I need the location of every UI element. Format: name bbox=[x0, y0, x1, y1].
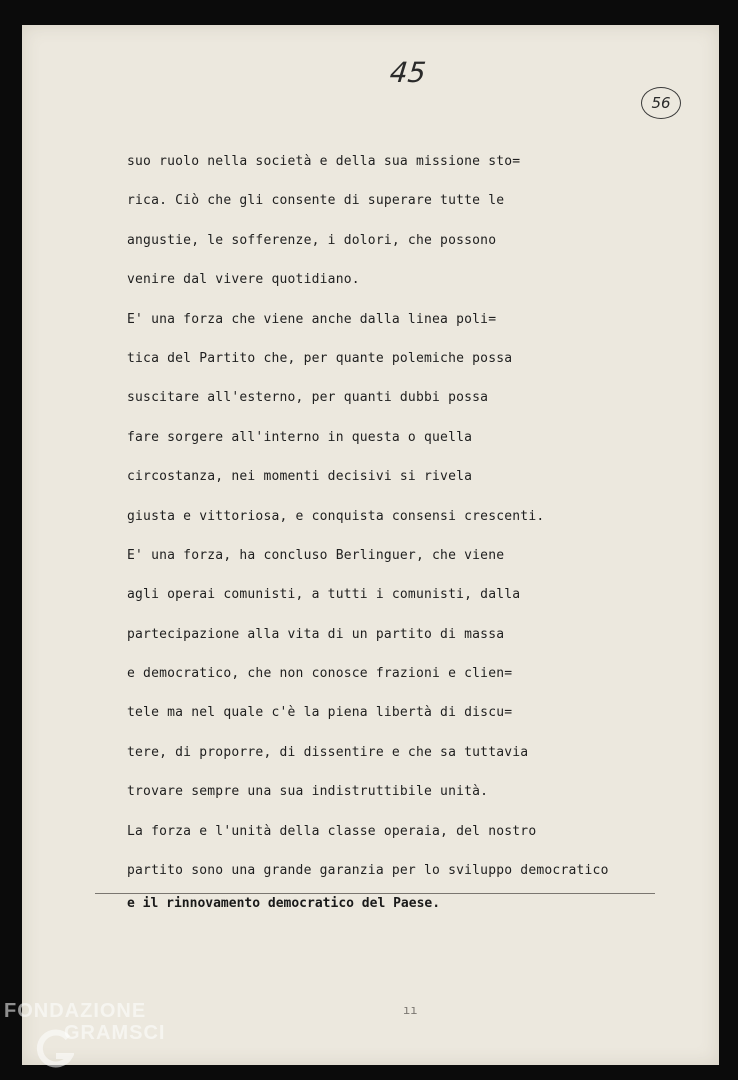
handwritten-page-number: 45 bbox=[388, 56, 428, 89]
text-line: partecipazione alla vita di un partito di massa bbox=[127, 626, 505, 642]
bottom-mark: ıı bbox=[403, 1003, 418, 1017]
text-line: circostanza, nei momenti decisivi si rivela bbox=[127, 469, 473, 485]
text-line: giusta e vittoriosa, e conquista consensi crescenti. bbox=[127, 508, 545, 524]
text-line: E' una forza, ha concluso Berlinguer, che viene bbox=[127, 547, 505, 563]
text-line: e democratico, che non conosce frazioni e clien= bbox=[127, 666, 513, 682]
text-line: venire dal vivere quotidiano. bbox=[127, 272, 360, 288]
text-line: partito sono una grande garanzia per lo sviluppo democratico bbox=[127, 863, 609, 879]
text-line: suscitare all'esterno, per quanti dubbi possa bbox=[127, 390, 489, 406]
text-line: fare sorgere all'interno in questa o quella bbox=[127, 429, 473, 445]
text-line: La forza e l'unità della classe operaia, del nostro bbox=[127, 823, 537, 839]
text-line: tica del Partito che, per quante polemiche possa bbox=[127, 350, 513, 366]
folio-number: 56 bbox=[651, 94, 671, 112]
typewritten-text-body bbox=[127, 152, 609, 900]
folio-number-stamp bbox=[641, 87, 681, 119]
text-line: tere, di proporre, di dissentire e che sa tuttavia bbox=[127, 744, 529, 760]
gramsci-logo-icon bbox=[34, 1026, 74, 1070]
watermark-line-1: FONDAZIONE bbox=[4, 1000, 147, 1022]
text-line: trovare sempre una sua indistruttibile unità. bbox=[127, 784, 489, 800]
closing-line: e il rinnovamento democratico del Paese. bbox=[127, 896, 441, 911]
text-line: E' una forza che viene anche dalla linea poli= bbox=[127, 311, 497, 327]
text-line: angustie, le sofferenze, i dolori, che possono bbox=[127, 232, 497, 248]
watermark-line-2: GRAMSCI bbox=[64, 1022, 166, 1044]
text-line: suo ruolo nella società e della sua missione sto= bbox=[127, 154, 521, 169]
horizontal-divider bbox=[95, 893, 655, 894]
text-line: rica. Ciò che gli consente di superare tutte le bbox=[127, 193, 505, 209]
fondazione-gramsci-watermark bbox=[4, 1000, 165, 1044]
text-line: tele ma nel quale c'è la piena libertà di discu= bbox=[127, 705, 513, 721]
text-line: agli operai comunisti, a tutti i comunisti, dalla bbox=[127, 587, 521, 603]
